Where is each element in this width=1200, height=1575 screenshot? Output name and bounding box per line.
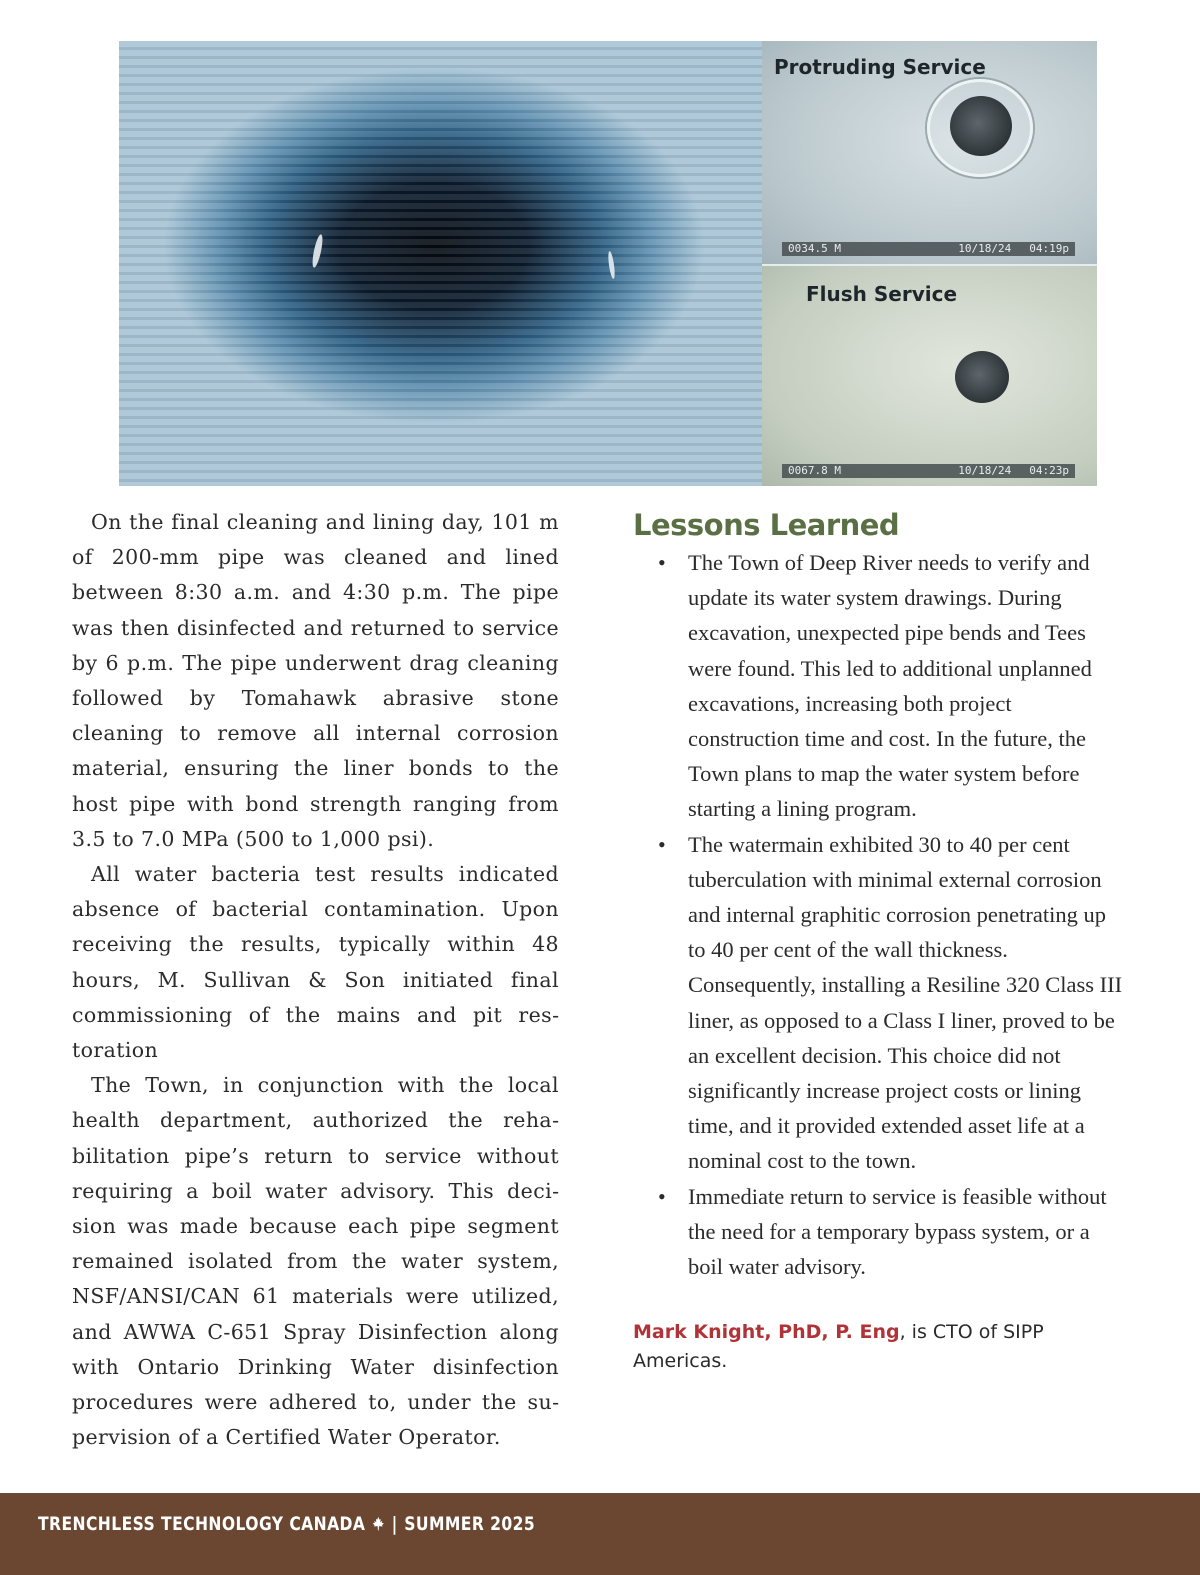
paragraph: All water bacteria test results indicated absence of bacterial contamination. Upon receiving the results, typically within 48 hours, M. Sullivan & Son initiated final commissioning of the mains and pit restoration — [72, 862, 559, 1063]
publication-name: TRENCHLESS TECHNOLOGY CANADA — [38, 1513, 366, 1535]
footer-masthead — [38, 1513, 535, 1535]
inset-title: Flush Service — [806, 282, 958, 306]
service-opening — [950, 96, 1012, 156]
author-bio: , is CTO of SIPP Americas. — [633, 1321, 1044, 1373]
overlay-date: 10/18/24 — [958, 242, 1012, 255]
list-item: • The Town of Deep River needs to verify and update its water system drawings. During excavation, unexpected pipe bends and Tees were found. This led to additional unplanned excavations, increasing both project construction time and cost. In the future, the Town plans to map the water system before starting a lining program. — [633, 545, 1123, 827]
lessons-list — [633, 545, 1123, 1284]
issue-name: SUMMER 2025 — [404, 1513, 536, 1535]
page-footer — [0, 1493, 1200, 1575]
section-heading: Lessons Learned — [633, 508, 900, 542]
overlay-date: 10/18/24 — [958, 464, 1012, 477]
service-reflection — [607, 251, 616, 279]
inset-title: Protruding Service — [774, 55, 986, 79]
list-item: • The watermain exhibited 30 to 40 per cent tuberculation with minimal external corrosion and internal graphitic corrosion penetrating up to 40 per cent of the wall thickness. Consequently, installing a Resiline 320 Class III liner, as opposed to a Class I liner, proved to be an excellent decision. This choice did not significantly increase project costs or lining time, and it provided extended asset life at a nominal cost to the town. — [633, 827, 1123, 1179]
pipe-interior-photo — [119, 41, 762, 486]
distance-counter: 0034.5 M — [788, 242, 841, 255]
body-text-column — [72, 505, 559, 1455]
cctv-figure — [119, 41, 1097, 486]
author-byline — [633, 1318, 1123, 1376]
author-name: Mark Knight, PhD, P. Eng — [633, 1321, 900, 1344]
overlay-time: 04:23p — [1029, 464, 1069, 477]
distance-counter: 0067.8 M — [788, 464, 841, 477]
paragraph: The Town, in conjunction with the local health department, authorized the rehabilitation pipe’s return to service without requiring a boil water advisory. This decision was made because each pipe segment remained isolated from the water system, NSF/ANSI/CAN 61 materials were utilized, and AWWA C-651 Spray Disinfection along with Ontario Drinking Water disinfection procedures were adhered to, under the supervision of a Certified Water Operator. — [72, 1073, 559, 1450]
list-item: • Immediate return to service is feasible without the need for a temporary bypass system, or a boil water advisory. — [633, 1179, 1123, 1285]
maple-leaf-icon — [372, 1516, 385, 1532]
paragraph: On the final cleaning and lining day, 101 m of 200-mm pipe was cleaned and lined between 8:30 a.m. and 4:30 p.m. The pipe was then disinfected and returned to service by 6 p.m. The pipe underwent drag cleaning followed by Tomahawk abrasive stone cleaning to remove all internal corrosion material, ensuring the liner bonds to the host pipe with bond strength ranging from 3.5 to 7.0 MPa (500 to 1,000 psi). — [72, 510, 559, 851]
service-connection-ring — [927, 79, 1033, 177]
overlay-time: 04:19p — [1029, 242, 1069, 255]
service-opening — [955, 351, 1009, 403]
lessons-learned-column — [633, 505, 1123, 1376]
camera-overlay — [782, 464, 1075, 478]
inset-protruding-service — [762, 41, 1097, 266]
inset-flush-service — [762, 266, 1097, 486]
service-reflection — [311, 234, 325, 269]
camera-overlay — [782, 242, 1075, 256]
footer-separator: | — [391, 1513, 398, 1535]
